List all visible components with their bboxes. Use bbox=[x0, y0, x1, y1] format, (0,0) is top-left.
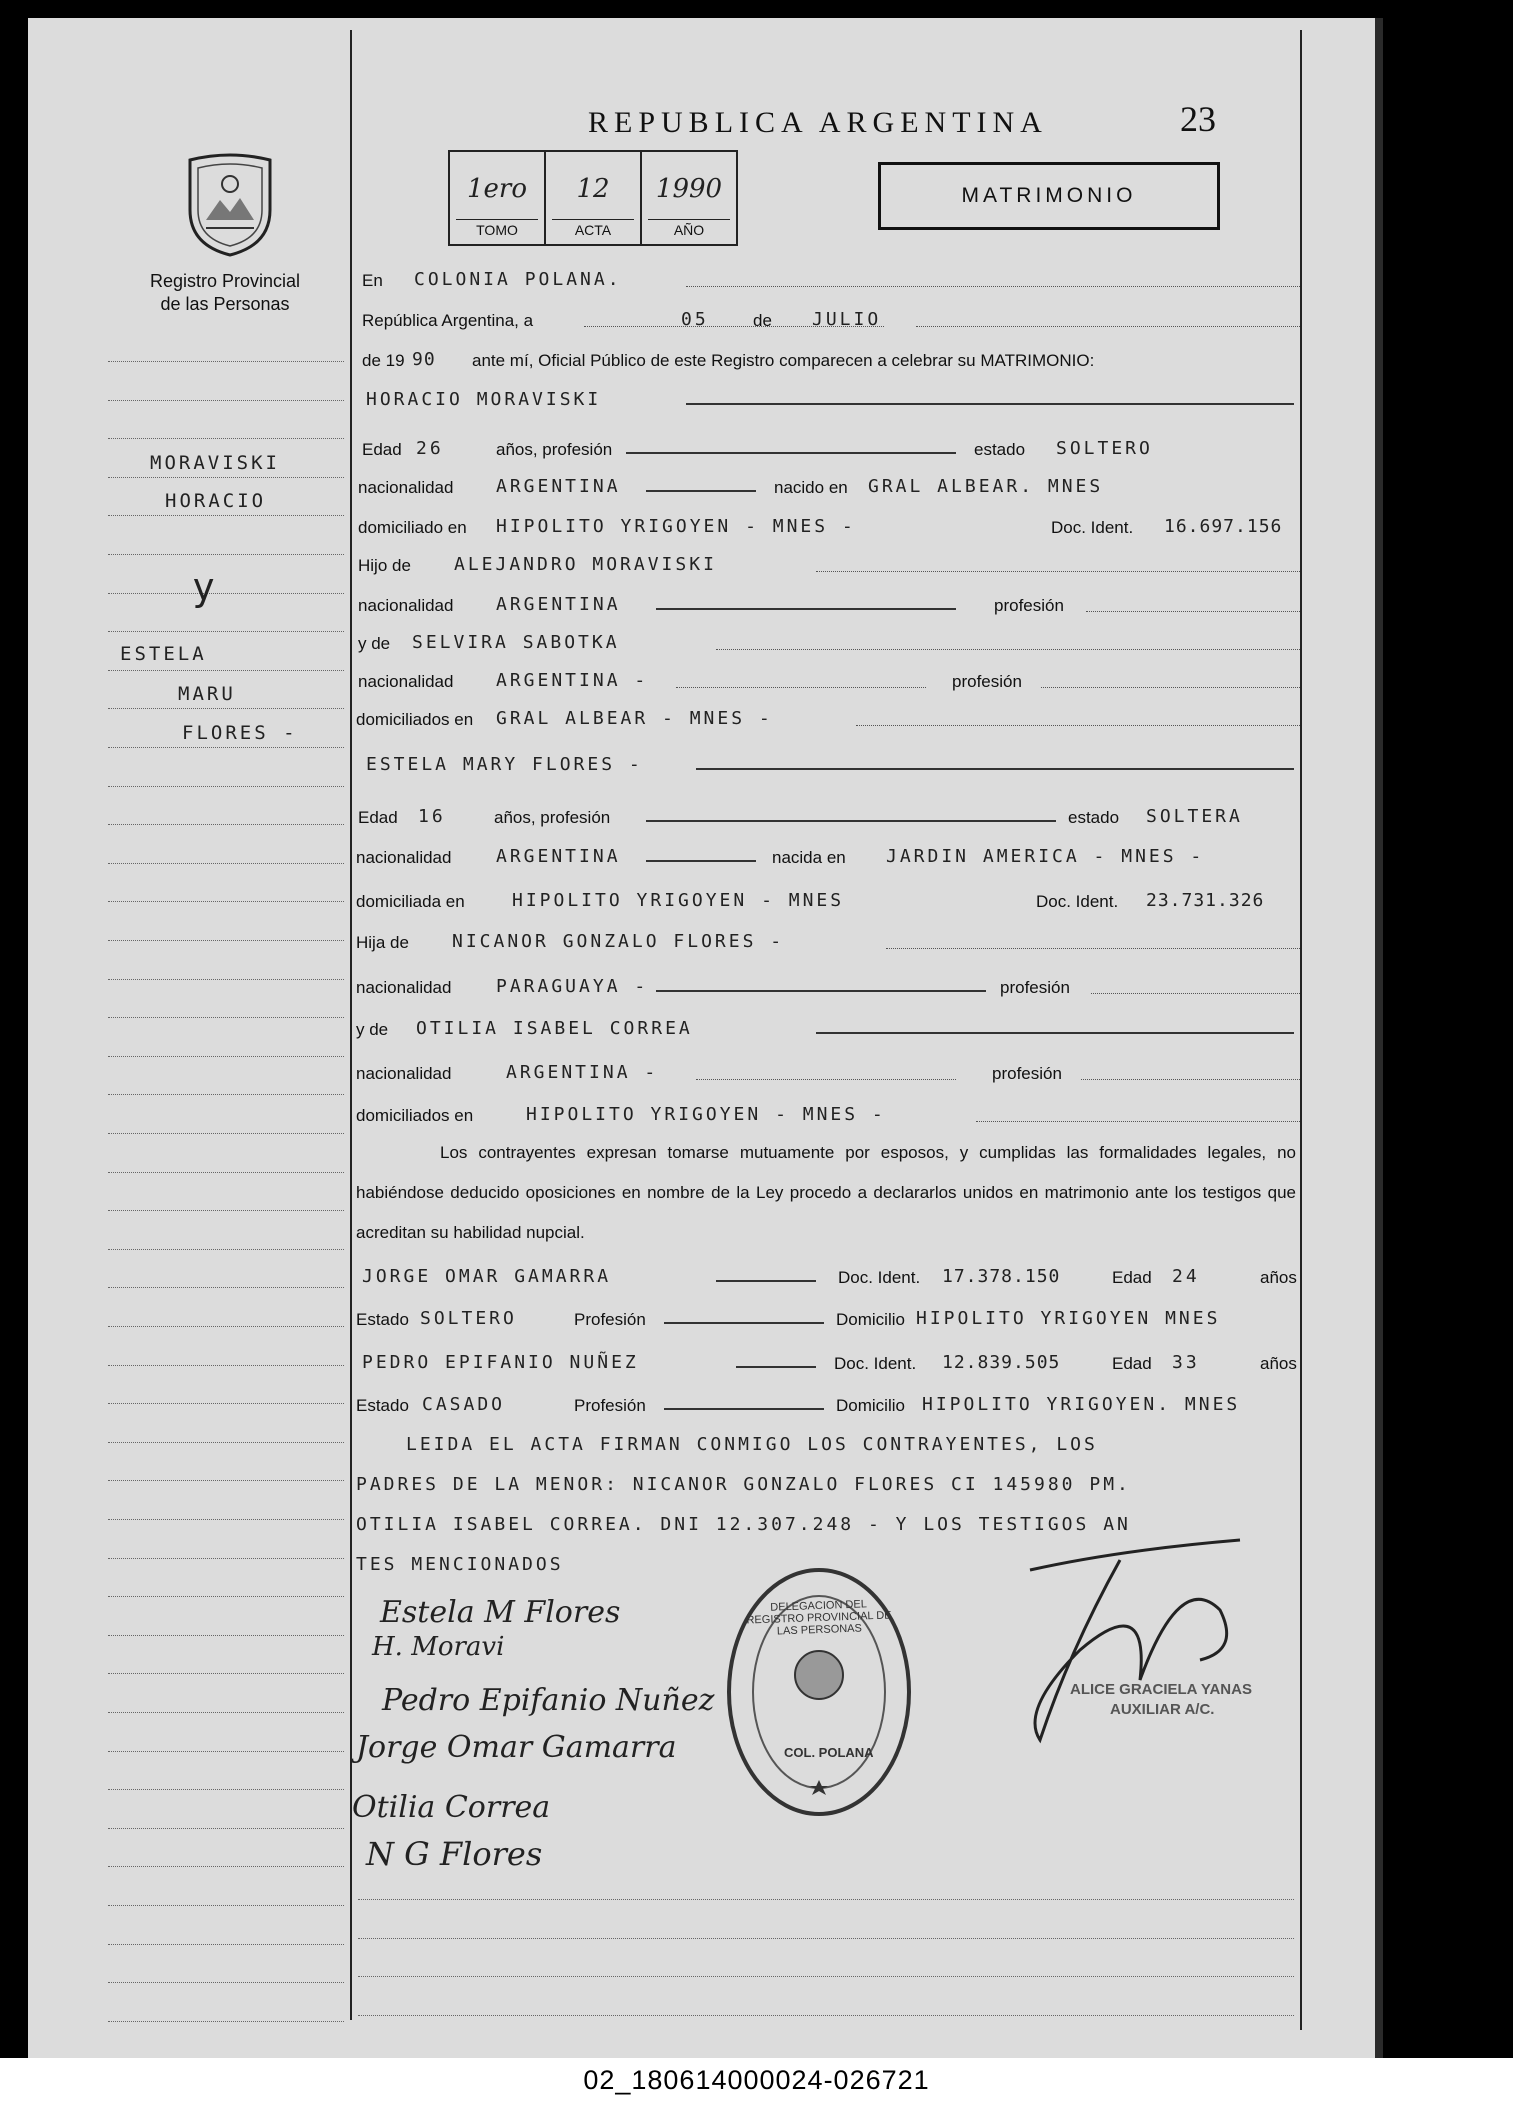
margin-rule-line bbox=[108, 1093, 344, 1095]
groom-name: HORACIO MORAVISKI bbox=[366, 389, 602, 410]
stamp-text-line: DELEGACION DEL REGISTRO PROVINCIAL DE LAS PERSONAS bbox=[746, 1598, 892, 1638]
closing-note-line: TES MENCIONADOS bbox=[356, 1554, 564, 1575]
registry-label-line1: Registro Provincial bbox=[149, 271, 301, 291]
groom-age-label: Edad bbox=[362, 440, 402, 459]
signature-bride-mother: Otilia Correa bbox=[352, 1790, 551, 1825]
witness1-detail-row bbox=[356, 1302, 1300, 1332]
margin-rule-line bbox=[108, 1402, 344, 1404]
groom-nationality-label: nacionalidad bbox=[358, 478, 454, 497]
margin-note-name: HORACIO bbox=[165, 490, 267, 512]
registry-label-line2: de las Personas bbox=[160, 294, 290, 314]
witness1-state-label: Estado bbox=[356, 1310, 409, 1329]
day-value: 05 bbox=[681, 309, 709, 330]
place-value: COLONIA POLANA. bbox=[414, 269, 622, 290]
margin-rule-line bbox=[108, 1788, 344, 1790]
witness1-prof-line bbox=[664, 1322, 824, 1324]
date-row bbox=[356, 303, 1300, 333]
margin-rule-line bbox=[108, 900, 344, 902]
bride-nationality-row bbox=[356, 840, 1300, 870]
bride-father-prof-label: profesión bbox=[1000, 978, 1070, 997]
margin-rule-line bbox=[108, 1055, 344, 1057]
bride-doc-label: Doc. Ident. bbox=[1036, 892, 1119, 911]
groom-father-nat-row bbox=[356, 588, 1300, 618]
witness1-name-line bbox=[716, 1280, 816, 1282]
margin-rule-line bbox=[108, 1209, 344, 1211]
groom-state: SOLTERO bbox=[1056, 438, 1153, 459]
anio-value: 1990 bbox=[655, 174, 723, 204]
bride-father-prof-line bbox=[1091, 993, 1300, 994]
groom-born-label: nacido en bbox=[774, 478, 848, 497]
bride-mother-nat-line bbox=[696, 1079, 956, 1080]
bride-mother-nat-label: nacionalidad bbox=[356, 1064, 452, 1083]
witness1-doc: 17.378.150 bbox=[942, 1266, 1061, 1287]
margin-rule-line bbox=[108, 939, 344, 941]
groom-mother-nat: ARGENTINA - bbox=[496, 670, 649, 691]
officer-name: ALICE GRACIELA YANAS bbox=[1070, 1681, 1252, 1698]
bride-age-label: Edad bbox=[358, 808, 398, 827]
body-rule-line bbox=[358, 2014, 1294, 2016]
witness2-prof-label: Profesión bbox=[574, 1396, 646, 1415]
bride-state: SOLTERA bbox=[1146, 806, 1243, 827]
year-prefix: de 19 bbox=[362, 351, 405, 370]
document-id-footer: 02_180614000024-026721 bbox=[0, 2058, 1513, 2103]
witness2-years-label: años bbox=[1260, 1354, 1297, 1373]
margin-rule-line bbox=[108, 1016, 344, 1018]
witness2-state: CASADO bbox=[422, 1394, 506, 1415]
margin-rule-line bbox=[108, 978, 344, 980]
groom-father-label: Hijo de bbox=[358, 556, 411, 575]
margin-rule-line bbox=[108, 553, 344, 555]
year-row bbox=[356, 343, 1300, 373]
bride-state-label: estado bbox=[1068, 808, 1120, 827]
margin-note-bride-name: ESTELA bbox=[120, 643, 207, 665]
margin-rule-line bbox=[108, 1248, 344, 1250]
groom-father-nat-line bbox=[656, 608, 956, 610]
margin-rule-line bbox=[108, 1132, 344, 1134]
margin-rule-line bbox=[108, 2020, 344, 2022]
page-number: 23 bbox=[1180, 99, 1216, 139]
witness2-dom-label: Domicilio bbox=[836, 1396, 905, 1415]
groom-father-prof-line bbox=[1086, 611, 1300, 612]
place-line bbox=[686, 286, 1300, 287]
bride-domicile-label: domiciliada en bbox=[356, 892, 465, 911]
month-value: JULIO bbox=[812, 309, 882, 330]
margin-rule-line bbox=[108, 1750, 344, 1752]
bride-mother-nat: ARGENTINA - bbox=[506, 1062, 659, 1083]
margin-rule-line bbox=[108, 785, 344, 787]
officer-title: AUXILIAR A/C. bbox=[1110, 1701, 1215, 1718]
margin-rule-line bbox=[108, 1865, 344, 1867]
bride-parents-dom-label: domiciliados en bbox=[356, 1106, 474, 1125]
bride-nationality-label: nacionalidad bbox=[356, 848, 452, 867]
bride-profession-line bbox=[646, 820, 1056, 822]
margin-rule-line bbox=[108, 1364, 344, 1366]
bride-nationality-line bbox=[646, 860, 756, 862]
bride-age: 16 bbox=[418, 806, 446, 827]
signature-witness2: Pedro Epifanio Nuñez bbox=[382, 1683, 715, 1718]
margin-rule-line bbox=[108, 1595, 344, 1597]
tomo-cell bbox=[450, 152, 546, 244]
body-rule-line bbox=[358, 1937, 1294, 1939]
margin-note-bride-surname: FLORES - bbox=[182, 722, 298, 744]
groom-father-prof-label: profesión bbox=[994, 596, 1064, 615]
groom-father-nat-label: nacionalidad bbox=[358, 596, 454, 615]
bride-father: NICANOR GONZALO FLORES - bbox=[452, 931, 785, 952]
margin-rule-line bbox=[108, 862, 344, 864]
bride-father-nat: PARAGUAYA - bbox=[496, 976, 649, 997]
witness1-years-label: años bbox=[1260, 1268, 1297, 1287]
officer-signature-icon bbox=[1000, 1530, 1280, 1760]
groom-domicile-label: domiciliado en bbox=[358, 518, 467, 537]
signature-bride: Estela M Flores bbox=[380, 1595, 621, 1630]
bride-father-nat-line bbox=[656, 990, 986, 992]
margin-rule-line bbox=[108, 1325, 344, 1327]
groom-age-row bbox=[356, 432, 1300, 462]
record-type-box: MATRIMONIO bbox=[878, 162, 1220, 230]
registry-label bbox=[120, 270, 330, 316]
margin-note-bride-middle: MARU bbox=[178, 683, 236, 705]
officer-stamp bbox=[1070, 1680, 1252, 1720]
signature-groom: H. Moravi bbox=[372, 1632, 505, 1662]
groom-father-row bbox=[356, 548, 1300, 578]
groom-domicile: HIPOLITO YRIGOYEN - MNES - bbox=[496, 516, 856, 537]
bride-mother-line bbox=[816, 1032, 1294, 1034]
margin-rule-line bbox=[108, 1441, 344, 1443]
margin-rule-line bbox=[108, 1557, 344, 1559]
acta-label: ACTA bbox=[552, 219, 634, 238]
margin-rule-line bbox=[108, 1518, 344, 1520]
anio-label: AÑO bbox=[648, 219, 730, 238]
witness1-name: JORGE OMAR GAMARRA bbox=[362, 1266, 612, 1287]
intro-text: ante mí, Oficial Público de este Registro comparecen a celebrar su MATRIMONIO: bbox=[472, 351, 1095, 370]
witness1-age-label: Edad bbox=[1112, 1268, 1152, 1287]
margin-rule-line bbox=[108, 1981, 344, 1983]
groom-domicile-row bbox=[356, 510, 1300, 540]
de-label: de bbox=[753, 311, 772, 330]
margin-rule-line bbox=[108, 1904, 344, 1906]
groom-name-row bbox=[356, 383, 1300, 413]
witness2-age: 33 bbox=[1172, 1352, 1200, 1373]
witness2-state-label: Estado bbox=[356, 1396, 409, 1415]
bride-nationality: ARGENTINA bbox=[496, 846, 621, 867]
bride-father-nat-row bbox=[356, 970, 1300, 1000]
page-title: REPUBLICA ARGENTINA bbox=[588, 106, 1048, 139]
bride-father-row bbox=[356, 925, 1300, 955]
groom-mother: SELVIRA SABOTKA bbox=[412, 632, 620, 653]
left-margin-rule bbox=[350, 30, 352, 2020]
witness1-dom: HIPOLITO YRIGOYEN MNES bbox=[916, 1308, 1221, 1329]
stamp-place: COL. POLANA bbox=[784, 1745, 874, 1760]
witness2-doc-label: Doc. Ident. bbox=[834, 1354, 917, 1373]
bride-name-row bbox=[356, 748, 1300, 778]
bride-mother-label: y de bbox=[356, 1020, 389, 1039]
witness1-row bbox=[356, 1260, 1300, 1290]
right-margin-rule bbox=[1300, 30, 1302, 2030]
bride-profession-label: años, profesión bbox=[494, 808, 611, 827]
margin-note-and: y bbox=[192, 565, 218, 609]
bride-mother-prof-line bbox=[1081, 1079, 1300, 1080]
signature-witness1: Jorge Omar Gamarra bbox=[356, 1730, 677, 1765]
closing-note-line: PADRES DE LA MENOR: NICANOR GONZALO FLORES CI 145980 PM. bbox=[356, 1474, 1131, 1495]
stamp-text bbox=[743, 1597, 894, 1638]
groom-mother-prof-line bbox=[1041, 687, 1300, 688]
groom-parents-dom-line bbox=[856, 725, 1300, 726]
witness2-doc: 12.839.505 bbox=[942, 1352, 1061, 1373]
country-label: República Argentina, a bbox=[362, 311, 534, 330]
witness1-state: SOLTERO bbox=[420, 1308, 517, 1329]
province-seal-icon bbox=[180, 150, 280, 260]
groom-father-nat: ARGENTINA bbox=[496, 594, 621, 615]
bride-father-nat-label: nacionalidad bbox=[356, 978, 452, 997]
bride-name-line bbox=[696, 768, 1294, 770]
margin-rule-line bbox=[108, 1827, 344, 1829]
margin-rule-line bbox=[108, 707, 344, 709]
bride-age-row bbox=[356, 800, 1300, 830]
witness2-name: PEDRO EPIFANIO NUÑEZ bbox=[362, 1352, 639, 1373]
bride-mother-nat-row bbox=[356, 1056, 1300, 1086]
margin-note-surname: MORAVISKI bbox=[150, 452, 280, 474]
bride-doc: 23.731.326 bbox=[1146, 890, 1265, 911]
witness2-row bbox=[356, 1346, 1300, 1376]
groom-parents-dom: GRAL ALBEAR - MNES - bbox=[496, 708, 773, 729]
bride-domicile-row bbox=[356, 884, 1300, 914]
margin-rule-line bbox=[108, 1634, 344, 1636]
witness1-age: 24 bbox=[1172, 1266, 1200, 1287]
groom-mother-row bbox=[356, 626, 1300, 656]
margin-rule-line bbox=[108, 1943, 344, 1945]
margin-rule-line bbox=[108, 437, 344, 439]
groom-name-line bbox=[686, 403, 1294, 405]
groom-mother-label: y de bbox=[358, 634, 391, 653]
body-rule-line bbox=[358, 1975, 1294, 1977]
year-suffix: 90 bbox=[412, 349, 436, 370]
witness2-detail-row bbox=[356, 1388, 1300, 1418]
bride-father-label: Hija de bbox=[356, 933, 409, 952]
bride-parents-dom-line bbox=[976, 1121, 1300, 1122]
margin-rule-line bbox=[108, 1171, 344, 1173]
groom-parents-dom-label: domiciliados en bbox=[356, 710, 474, 729]
margin-rule-line bbox=[108, 592, 344, 594]
bride-mother-row bbox=[356, 1012, 1300, 1042]
groom-profession-line bbox=[626, 452, 956, 454]
margin-rule-line bbox=[108, 1286, 344, 1288]
margin-rule-line bbox=[108, 514, 344, 516]
groom-parents-dom-row bbox=[356, 702, 1300, 732]
bride-parents-dom: HIPOLITO YRIGOYEN - MNES - bbox=[526, 1104, 886, 1125]
anio-cell bbox=[642, 152, 736, 244]
bride-father-line bbox=[886, 948, 1300, 949]
margin-rule-line bbox=[108, 476, 344, 478]
groom-mother-line bbox=[716, 649, 1300, 650]
margin-rule-line bbox=[108, 746, 344, 748]
groom-doc-label: Doc. Ident. bbox=[1051, 518, 1134, 537]
acta-value: 12 bbox=[576, 174, 610, 204]
witness1-dom-label: Domicilio bbox=[836, 1310, 905, 1329]
groom-father-line bbox=[816, 571, 1300, 572]
bride-born: JARDIN AMERICA - MNES - bbox=[886, 846, 1205, 867]
groom-nationality-line bbox=[646, 490, 756, 492]
declaration-text: Los contrayentes expresan tomarse mutuamente por esposos, y cumplidas las formalidades legales, no habiéndose deducido oposiciones en nombre de la Ley procedo a declararlos unidos en matrimonio ante los testigos que acreditan su habilidad nupcial. bbox=[356, 1143, 1296, 1242]
record-number-grid bbox=[448, 150, 738, 246]
acta-cell bbox=[546, 152, 642, 244]
groom-mother-nat-label: nacionalidad bbox=[358, 672, 454, 691]
witness2-name-line bbox=[736, 1366, 816, 1368]
groom-mother-nat-row bbox=[356, 664, 1300, 694]
bride-mother: OTILIA ISABEL CORREA bbox=[416, 1018, 693, 1039]
closing-note-line: LEIDA EL ACTA FIRMAN CONMIGO LOS CONTRAYENTES, LOS bbox=[406, 1434, 1098, 1455]
bride-name: ESTELA MARY FLORES - bbox=[366, 754, 643, 775]
margin-rule-line bbox=[108, 1672, 344, 1674]
groom-mother-prof-label: profesión bbox=[952, 672, 1022, 691]
tomo-value: 1ero bbox=[466, 174, 527, 204]
margin-rule-line bbox=[108, 1479, 344, 1481]
groom-born: GRAL ALBEAR. MNES bbox=[868, 476, 1104, 497]
margin-rule-line bbox=[108, 360, 344, 362]
body-rule-line bbox=[358, 1898, 1294, 1900]
signature-bride-father: N G Flores bbox=[366, 1835, 543, 1873]
groom-mother-nat-line bbox=[676, 687, 926, 688]
tomo-label: TOMO bbox=[456, 219, 538, 238]
margin-rule-line bbox=[108, 669, 344, 671]
bride-mother-prof-label: profesión bbox=[992, 1064, 1062, 1083]
closing-note-line: OTILIA ISABEL CORREA. DNI 12.307.248 - Y LOS TESTIGOS AN bbox=[356, 1514, 1131, 1535]
margin-rule-line bbox=[108, 630, 344, 632]
margin-rule-line bbox=[108, 399, 344, 401]
witness1-prof-label: Profesión bbox=[574, 1310, 646, 1329]
witness1-doc-label: Doc. Ident. bbox=[838, 1268, 921, 1287]
groom-profession-label: años, profesión bbox=[496, 440, 613, 459]
place-label: En bbox=[362, 271, 383, 290]
witness2-age-label: Edad bbox=[1112, 1354, 1152, 1373]
date-line-2 bbox=[916, 326, 1300, 327]
groom-father: ALEJANDRO MORAVISKI bbox=[454, 554, 717, 575]
bride-born-label: nacida en bbox=[772, 848, 846, 867]
groom-state-label: estado bbox=[974, 440, 1026, 459]
groom-nationality-row bbox=[356, 470, 1300, 500]
groom-age: 26 bbox=[416, 438, 444, 459]
margin-rule-line bbox=[108, 823, 344, 825]
bride-parents-dom-row bbox=[356, 1098, 1300, 1128]
groom-nationality: ARGENTINA bbox=[496, 476, 621, 497]
witness2-dom: HIPOLITO YRIGOYEN. MNES bbox=[922, 1394, 1241, 1415]
margin-rule-line bbox=[108, 1711, 344, 1713]
witness2-prof-line bbox=[664, 1408, 824, 1410]
bride-domicile: HIPOLITO YRIGOYEN - MNES bbox=[512, 890, 845, 911]
place-row bbox=[356, 263, 1300, 293]
groom-doc: 16.697.156 bbox=[1164, 516, 1283, 537]
